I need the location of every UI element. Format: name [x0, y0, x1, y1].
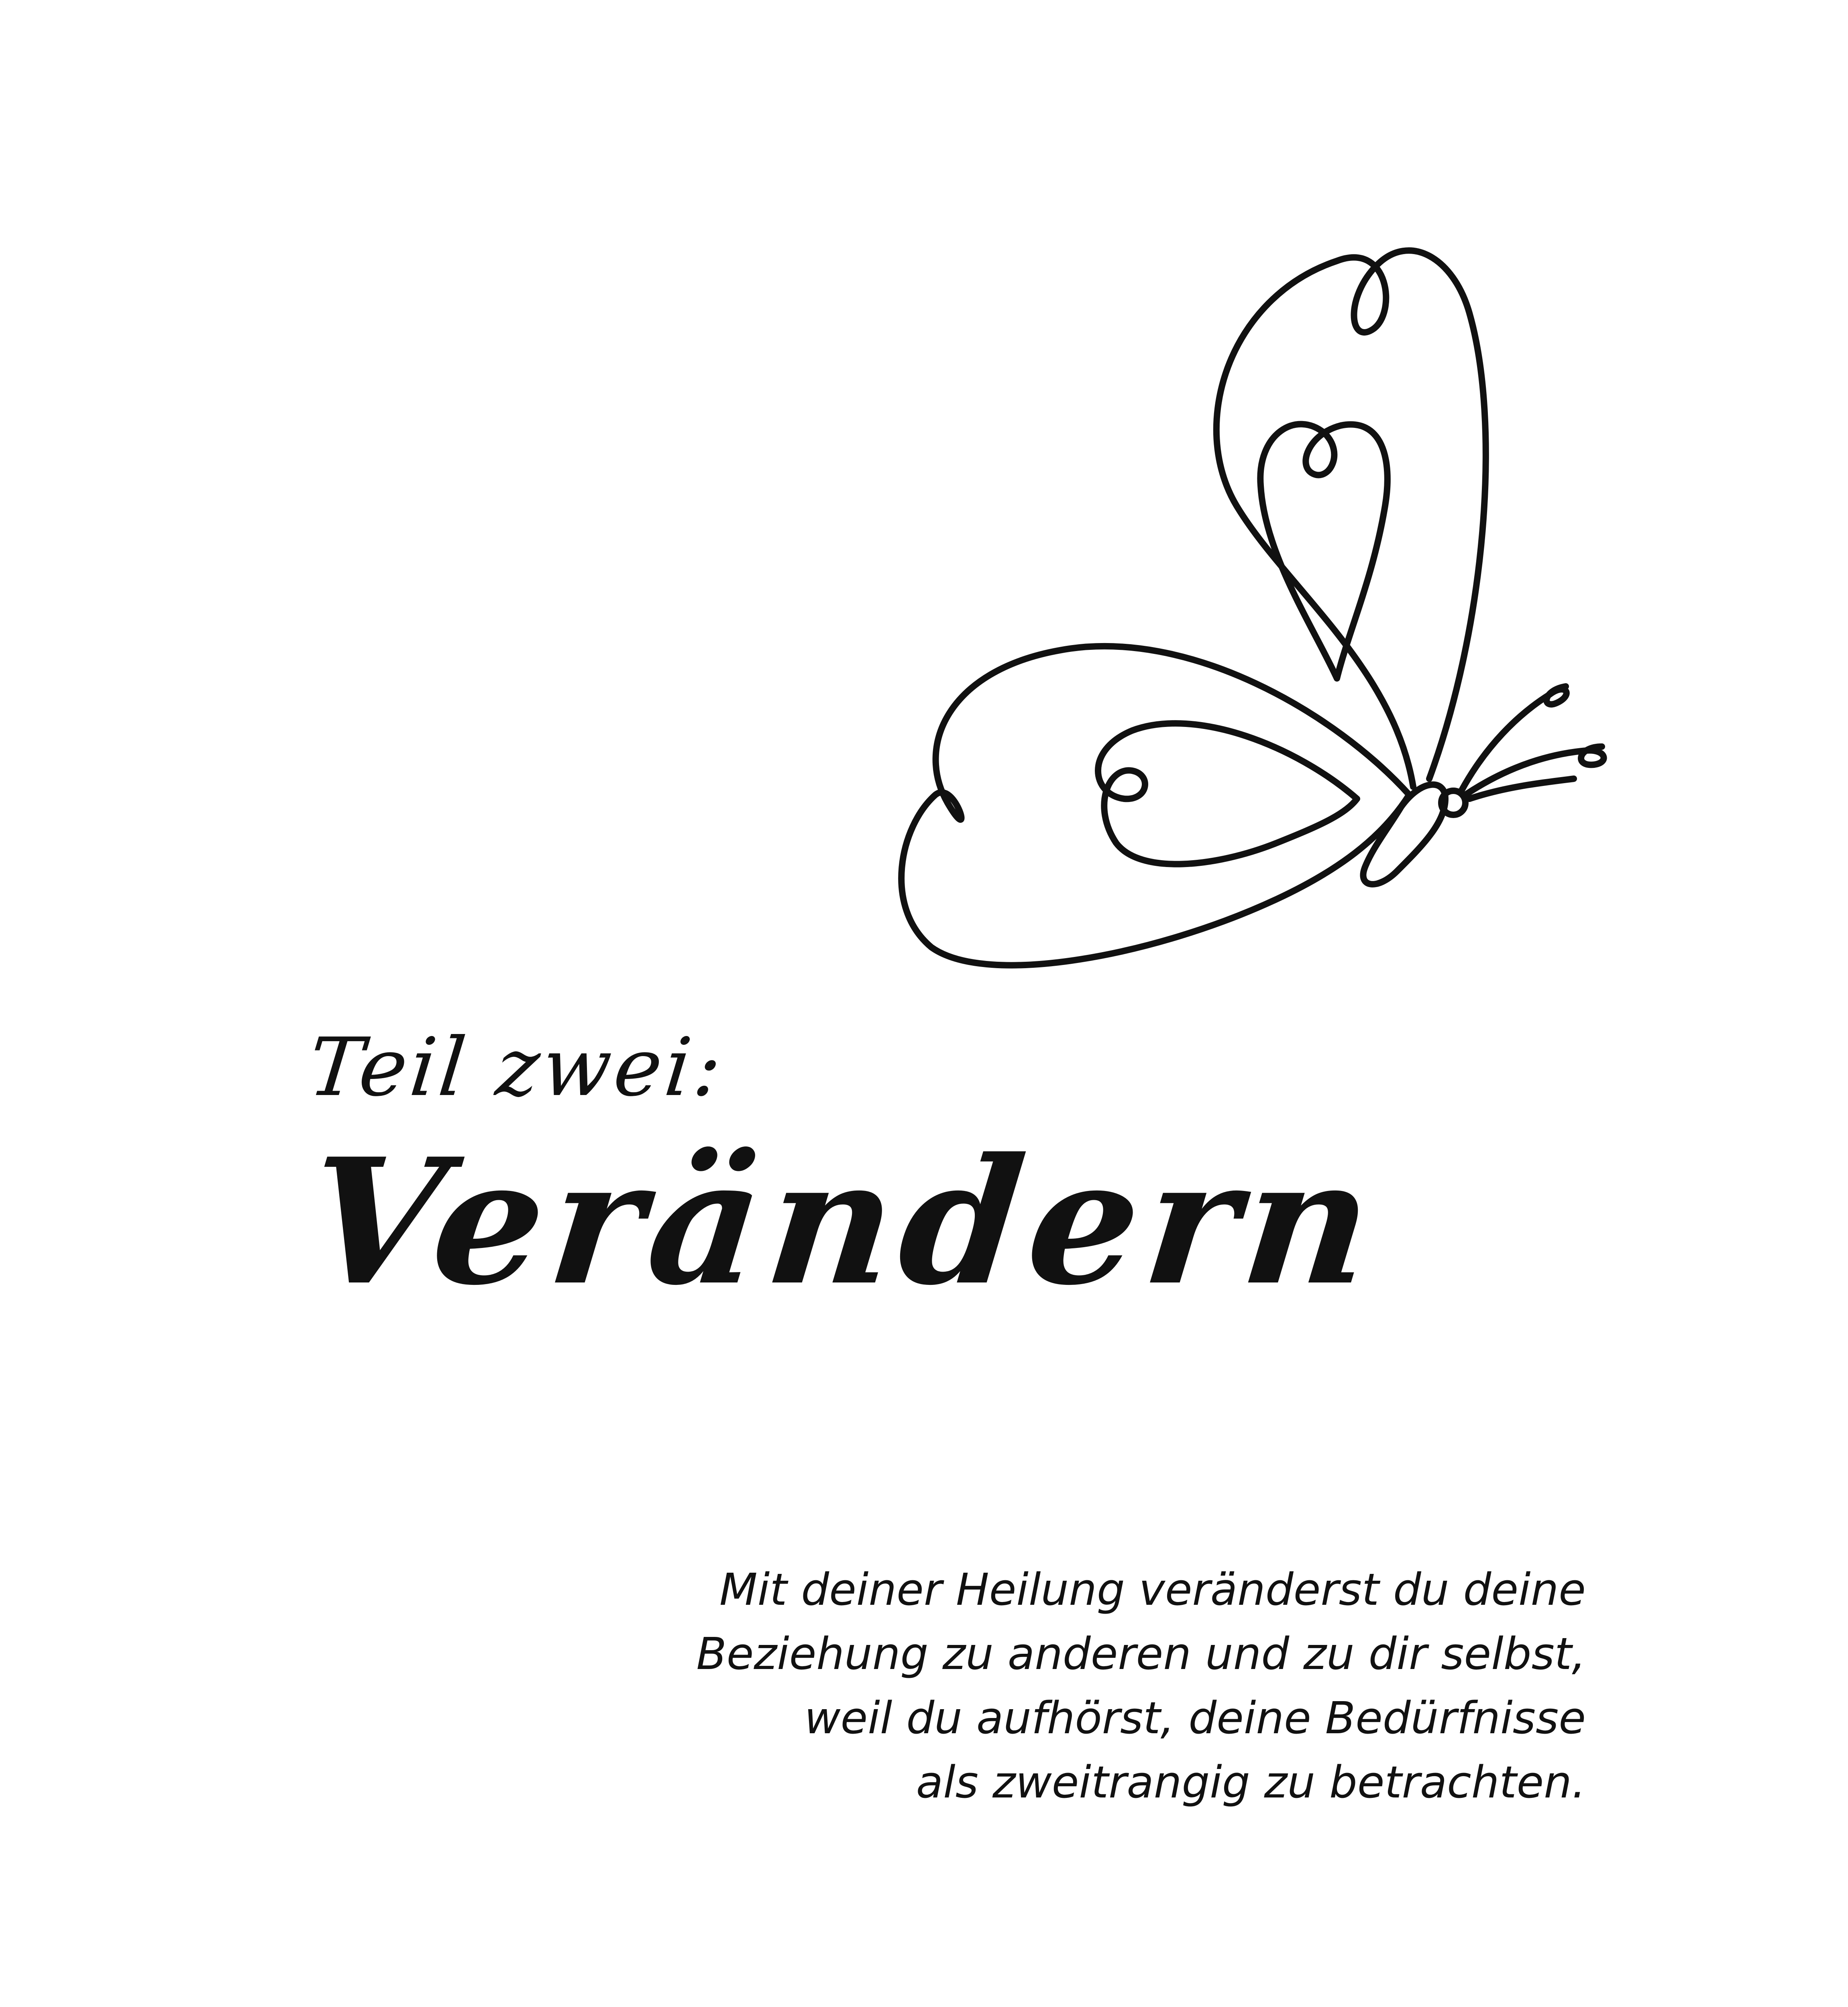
quote-line: Beziehung zu anderen und zu dir selbst,: [696, 1628, 1586, 1679]
butterfly-icon: [875, 225, 1630, 995]
part-label: Teil zwei:: [304, 1021, 729, 1114]
quote-line: weil du aufhörst, deine Bedürfnisse: [804, 1692, 1586, 1744]
epigraph-quote: [642, 1557, 1586, 1814]
quote-line: als zweitrangig zu betrachten.: [916, 1757, 1586, 1808]
quote-line: Mit deiner Heilung veränderst du deine: [719, 1564, 1586, 1615]
part-title: Verändern: [298, 1121, 1388, 1323]
